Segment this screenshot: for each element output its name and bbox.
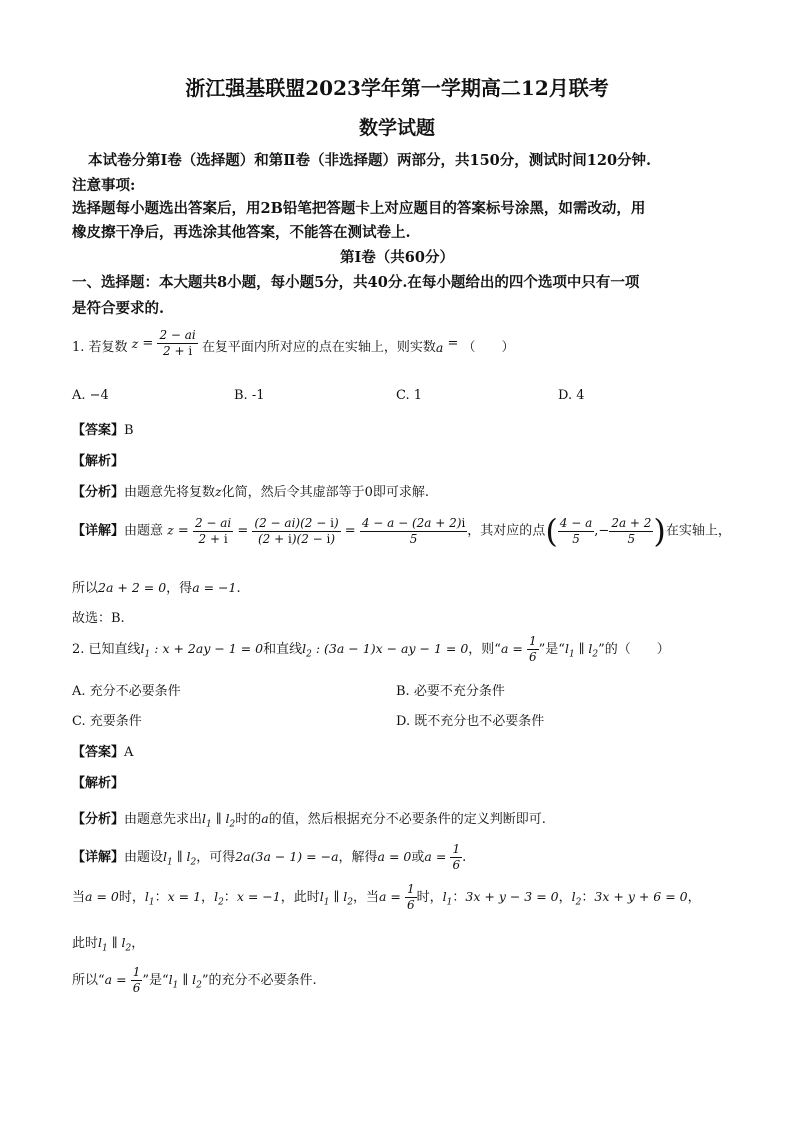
q1-answer: 【答案】B <box>72 423 134 438</box>
q2-option-c: C. 充要条件 <box>72 714 142 729</box>
notice-line-2: 橡皮擦干净后，再选涂其他答案，不能答在测试卷上. <box>72 224 411 241</box>
q2-final: 所以“a = $\frac{1}{6}$ ”是“$l_1$ ∥ $l_2$”的充分不必要条件. <box>72 965 317 995</box>
q1-option-b: B. -1 <box>234 388 265 403</box>
q1-so: 所以2a + 2 = 0，得a = −1. <box>72 580 241 596</box>
section1-heading-line-2: 是符合要求的. <box>72 300 165 317</box>
question-2: 2. 已知直线$l_1$ : x + 2ay − 1 = 0和直线$l_2$ : (3a − 1)x − ay − 1 = 0，则“a = $\frac{1}{6}$ ”是“$l_1$ ∥ $l_2$”的（ ） <box>72 634 670 664</box>
q2-analysis-tag: 【解析】 <box>72 776 125 791</box>
q2-then-parallel: 此时$l_1$ ∥ $l_2$， <box>72 935 145 954</box>
q1-option-c: C. 1 <box>396 388 423 403</box>
section1-heading-line-1: 一、选择题：本大题共8小题，每小题5分，共40分.在每小题给出的四个选项中只有一项 <box>72 274 640 291</box>
notice-title: 注意事项: <box>72 177 136 194</box>
part1-title: 第Ⅰ卷（共60分） <box>340 249 454 266</box>
exam-title: 浙江强基联盟2023学年第一学期高二12月联考 <box>185 76 609 100</box>
q1-option-d: D. 4 <box>558 388 585 403</box>
exam-subtitle: 数学试题 <box>358 117 435 139</box>
notice-line-1: 选择题每小题选出答案后，用2B铅笔把答题卡上对应题目的答案标号涂黑，如需改动，用 <box>72 200 646 217</box>
question-1: 1. 若复数 z = $\frac{2 - ai}{2 + i}$ 在复平面内所对应的点在实轴上，则实数a = （ ） <box>72 328 515 358</box>
question-1-prefix: 1. 若复数 <box>72 340 128 355</box>
q2-fenxi: 【分析】由题意先求出$l_1$ ∥ $l_2$时的a的值，然后根据充分不必要条件的定义判断即可. <box>72 811 546 830</box>
q1-option-a: A. −4 <box>72 388 109 403</box>
q1-conclusion: 故选：B. <box>72 611 125 626</box>
exam-intro: 本试卷分第Ⅰ卷（选择题）和第Ⅱ卷（非选择题）两部分，共150分，测试时间120分钟. <box>88 152 652 169</box>
question-1-suffix: 在复平面内所对应的点在实轴上，则实数 <box>201 340 436 355</box>
q2-answer: 【答案】A <box>72 745 134 760</box>
q2-when-line: 当a = 0时，$l_1$：x = 1，$l_2$：x = −1，此时$l_1$ ∥ $l_2$，当a = $\frac{1}{6}$ 时，$l_1$：3x + y − 3 = 0，$l_2$：3x + y + 6 = 0， <box>72 882 701 912</box>
q1-analysis-tag: 【解析】 <box>72 454 125 469</box>
q2-option-a: A. 充分不必要条件 <box>72 684 181 699</box>
q2-option-b: B. 必要不充分条件 <box>396 684 505 699</box>
q1-fenxi: 【分析】由题意先将复数z化简，然后令其虚部等于0即可求解. <box>72 484 430 500</box>
q2-detail: 【详解】由题设$l_1$ ∥ $l_2$，可得2a(3a − 1) = −a，解得a = 0或a = $\frac{1}{6}$ . <box>72 842 467 872</box>
question-1-fraction: $\frac{2 - ai}{2 + i}$ <box>159 328 196 358</box>
q2-option-d: D. 既不充分也不必要条件 <box>396 714 545 729</box>
q1-detail: 【详解】由题意 z = $\frac{2 - ai}{2 + i}$ = $\frac{(2 - ai)(2 - i)}{(2 + i)(2 - i)}$ = $\frac{4 - a - (2a + 2)i}{5}$ ，其对应的点( $\frac{4 - a}{5}$ ,− $\frac{2a + 2}{5}$ )在实轴上， <box>72 512 731 550</box>
